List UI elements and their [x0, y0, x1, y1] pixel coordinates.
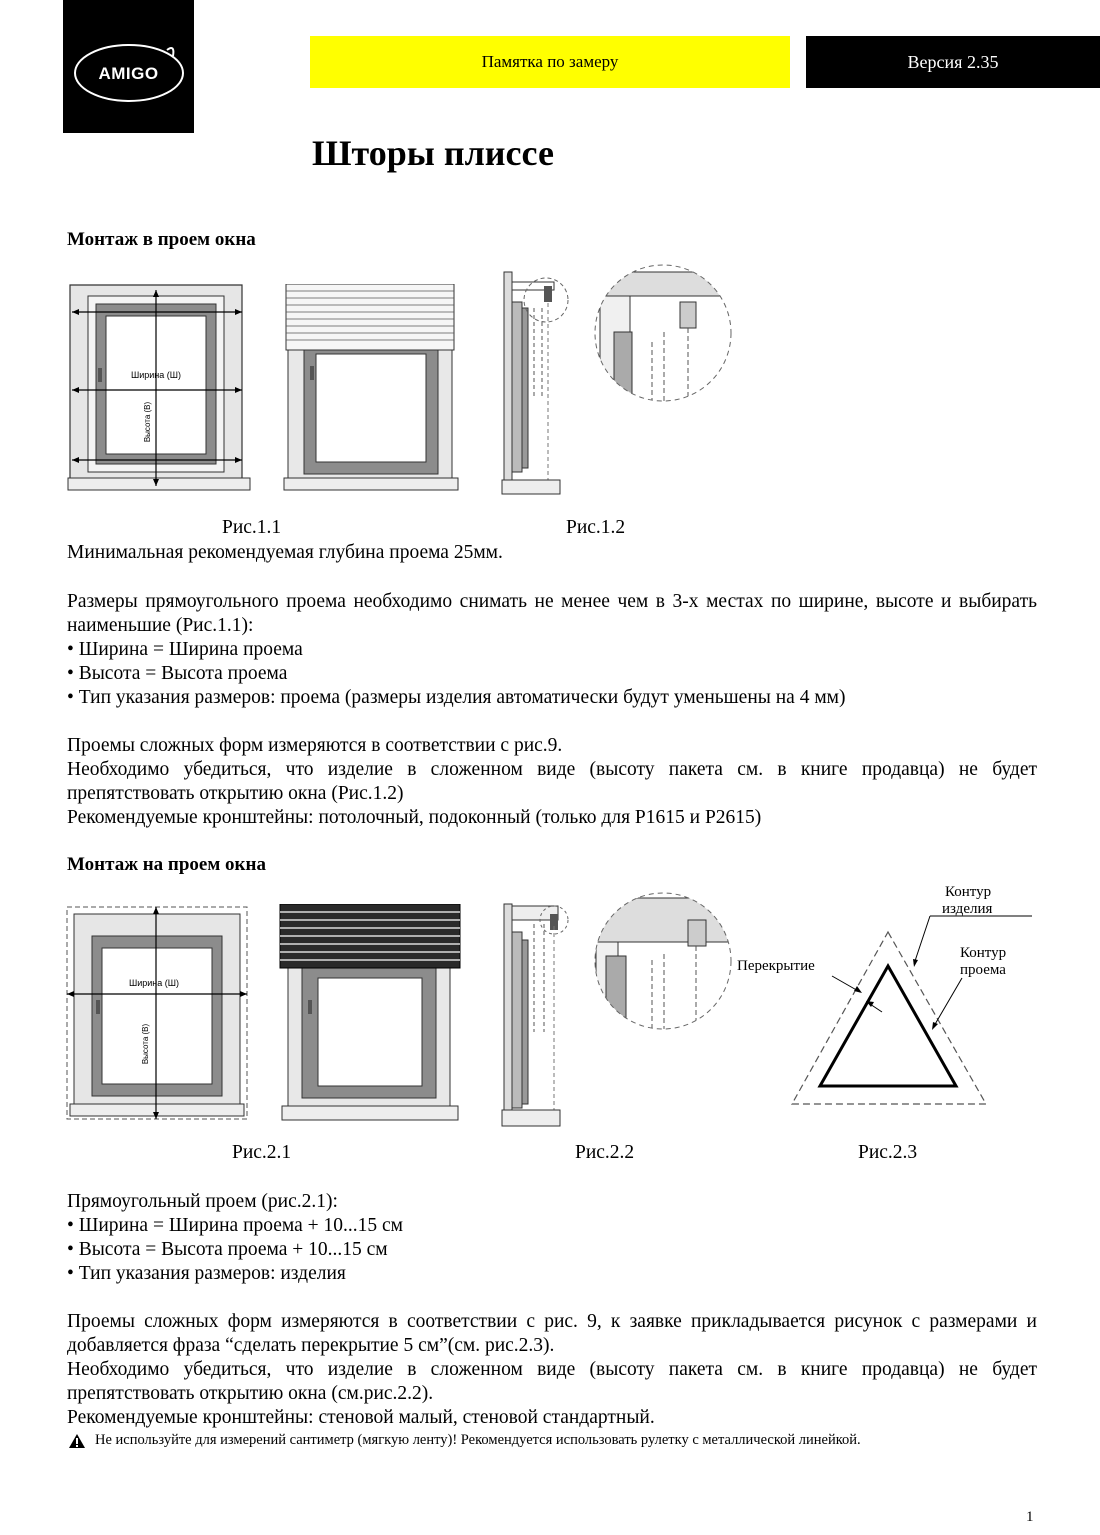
page-number: 1 — [1026, 1509, 1034, 1525]
fig-2-3-triangle-overlap — [736, 880, 1036, 1110]
section1-paragraph-1: Размеры прямоугольного проема необходимо снимать не менее чем в 3-х местах по ширине, высоте и выбирать наименьшие (Рис.1.1): — [67, 591, 1037, 636]
list-item: • Высота = Высота проема + 10...15 см — [67, 1239, 388, 1260]
section1-paragraph-3: Необходимо убедиться, что изделие в сложенном виде (высоту пакета см. в книге продавца) не будет препятствовать открытию окна (Рис.1.2) — [67, 759, 1037, 804]
list-item: • Тип указания размеров: проема (размеры изделия автоматически будут уменьшены на 4 мм) — [67, 687, 846, 708]
fig-2-1-window-measure — [64, 904, 250, 1128]
section1-paragraph-4: Рекомендуемые кронштейны: потолочный, подоконный (только для P1615 и P2615) — [67, 807, 762, 828]
section2-paragraph-3: Необходимо убедиться, что изделие в сложенном виде (высоту пакета см. в книге продавца) не будет препятствовать открытию окна (см.рис.2.2). — [67, 1359, 1037, 1404]
fig-2-1-window-blind — [278, 904, 462, 1126]
memo-banner: Памятка по замеру — [310, 36, 790, 88]
fig-1-2-side-section — [500, 268, 570, 498]
caption-fig-1-1: Рис.1.1 — [222, 517, 282, 538]
caption-fig-1-2: Рис.1.2 — [566, 517, 626, 538]
svg-text:Ширина (Ш): Ширина (Ш) — [128, 978, 180, 988]
fig-1-2-detail-zoom — [592, 262, 734, 404]
amigo-logo — [63, 0, 194, 133]
svg-text:Контур: Контур — [960, 945, 1007, 961]
section2-bullet-list — [67, 1214, 1037, 1286]
warning-icon — [68, 1433, 86, 1449]
section1-bullet-list — [67, 638, 1037, 710]
page-title: Шторы плиссе — [312, 133, 554, 173]
fig-2-2-detail-zoom — [592, 890, 734, 1032]
section1-paragraph-2: Проемы сложных форм измеряются в соответствии с рис.9. — [67, 735, 563, 756]
svg-text:Высота (В): Высота (В) — [141, 1023, 150, 1065]
logo-text: AMIGO — [98, 64, 159, 83]
fig-1-1-window-blind — [282, 284, 460, 494]
section2-paragraph-2: Проемы сложных форм измеряются в соответствии с рис. 9, к заявке прикладывается рисунок с размерами и добавляется фраза “сделать перекрытие 5 см”(см. рис.2.3). — [67, 1311, 1037, 1356]
depth-note: Минимальная рекомендуемая глубина проема 25мм. — [67, 542, 503, 563]
caption-fig-2-1: Рис.2.1 — [232, 1142, 292, 1163]
svg-text:Перекрытие: Перекрытие — [737, 958, 815, 974]
section2-paragraph-1: Прямоугольный проем (рис.2.1): — [67, 1191, 338, 1212]
section2-heading: Монтаж на проем окна — [67, 854, 266, 875]
warning-footer — [68, 1432, 1068, 1449]
list-item: • Тип указания размеров: изделия — [67, 1263, 346, 1284]
fig-1-1-window-measure — [66, 282, 252, 494]
warning-text: Не используйте для измерений сантиметр (мягкую ленту)! Рекомендуется использовать рулетку с металлической линейкой. — [95, 1432, 861, 1448]
section2-paragraph-4: Рекомендуемые кронштейны: стеновой малый, стеновой стандартный. — [67, 1407, 655, 1428]
section1-heading: Монтаж в проем окна — [67, 229, 256, 250]
version-badge: Версия 2.35 — [806, 36, 1100, 88]
svg-text:Контур: Контур — [945, 884, 992, 900]
svg-text:Ширина (Ш): Ширина (Ш) — [130, 370, 182, 380]
list-item: • Ширина = Ширина проема + 10...15 см — [67, 1215, 404, 1236]
fig-2-2-side-section — [500, 902, 570, 1130]
svg-text:Высота (В): Высота (В) — [143, 401, 152, 443]
list-item: • Ширина = Ширина проема — [67, 639, 303, 660]
svg-text:проема: проема — [960, 962, 1006, 978]
caption-fig-2-3: Рис.2.3 — [858, 1142, 918, 1163]
svg-text:изделия: изделия — [942, 901, 993, 917]
list-item: • Высота = Высота проема — [67, 663, 288, 684]
caption-fig-2-2: Рис.2.2 — [575, 1142, 635, 1163]
